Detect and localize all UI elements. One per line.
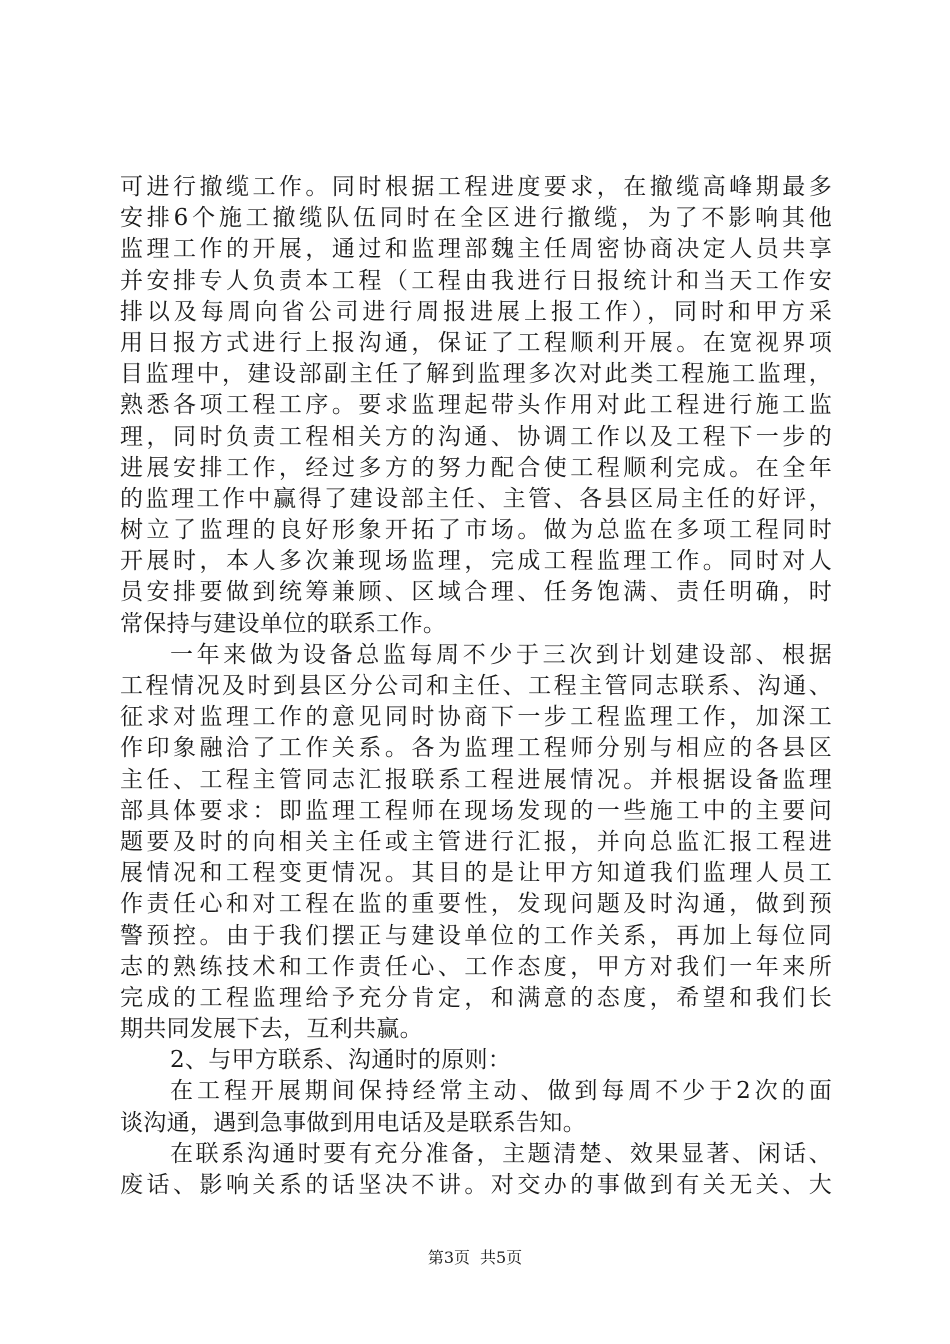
page-number: 第3页 [427,1248,470,1267]
text-line: 工程情况及时到县区分公司和主任、工程主管同志联系、沟通、 [120,673,832,699]
text-line: 理，同时负责工程相关方的沟通、协调工作以及工程下一步的 [120,423,832,450]
text-line: 主任、工程主管同志汇报联系工程进展情况。并根据设备监理 [120,766,832,793]
text-line: 并安排专人负责本工程（工程由我进行日报统计和当天工作安 [120,267,832,294]
text-line: 员安排要做到统筹兼顾、区域合理、任务饱满、责任明确，时 [120,579,832,606]
text-line: 期共同发展下去，互利共赢。 [120,1016,423,1043]
page-footer [0,1248,950,1268]
text-line: 题要及时的向相关主任或主管进行汇报，并向总监汇报工程进 [120,828,832,855]
text-line: 用日报方式进行上报沟通，保证了工程顺利开展。在宽视界项 [120,329,832,356]
text-line: 安排6个施工撤缆队伍同时在全区进行撤缆，为了不影响其他 [120,205,832,232]
text-line: 展情况和工程变更情况。其目的是让甲方知道我们监理人员工 [120,860,832,887]
text-line: 树立了监理的良好形象开拓了市场。做为总监在多项工程同时 [120,517,832,544]
text-line: 常保持与建设单位的联系工作。 [120,610,447,637]
text-line: 废话、影响关系的话坚决不讲。对交办的事做到有关无关、大 [120,1172,832,1198]
text-line: 排以及每周向省公司进行周报进展上报工作），同时和甲方采 [120,298,832,325]
text-line: 监理工作的开展，通过和监理部魏主任周密协商决定人员共享 [120,236,832,263]
text-line: 警预控。由于我们摆正与建设单位的工作关系，再加上每位同 [120,922,832,949]
text-line: 作印象融洽了工作关系。各为监理工程师分别与相应的各县区 [120,735,832,762]
document-body [120,172,832,1201]
text-line: 在工程开展期间保持经常主动、做到每周不少于2次的面 [170,1078,832,1105]
text-line: 完成的工程监理给予充分肯定，和满意的态度，希望和我们长 [120,984,832,1011]
text-line: 目监理中，建设部副主任了解到监理多次对此类工程施工监理， [120,361,832,388]
text-line: 开展时，本人多次兼现场监理，完成工程监理工作。同时对人 [120,548,832,575]
text-line: 可进行撤缆工作。同时根据工程进度要求，在撤缆高峰期最多 [120,174,832,200]
text-line: 一年来做为设备总监每周不少于三次到计划建设部、根据 [170,641,832,668]
text-line: 进展安排工作，经过多方的努力配合使工程顺利完成。在全年 [120,454,832,481]
text-line: 的监理工作中赢得了建设部主任、主管、各县区局主任的好评， [120,485,832,512]
text-line: 谈沟通，遇到急事做到用电话及是联系告知。 [120,1109,586,1136]
text-line: 征求对监理工作的意见同时协商下一步工程监理工作，加深工 [120,704,832,731]
text-line: 在联系沟通时要有充分准备，主题清楚、效果显著、闲话、 [170,1140,832,1167]
page-total: 共5页 [480,1248,523,1267]
text-line: 志的熟练技术和工作责任心、工作态度，甲方对我们一年来所 [120,953,832,980]
text-line: 熟悉各项工程工序。要求监理起带头作用对此工程进行施工监 [120,392,832,419]
section-heading: 2、与甲方联系、沟通时的原则： [170,1047,512,1074]
text-line: 部具体要求：即监理工程师在现场发现的一些施工中的主要问 [120,797,832,824]
text-line: 作责任心和对工程在监的重要性，发现问题及时沟通，做到预 [120,891,832,918]
